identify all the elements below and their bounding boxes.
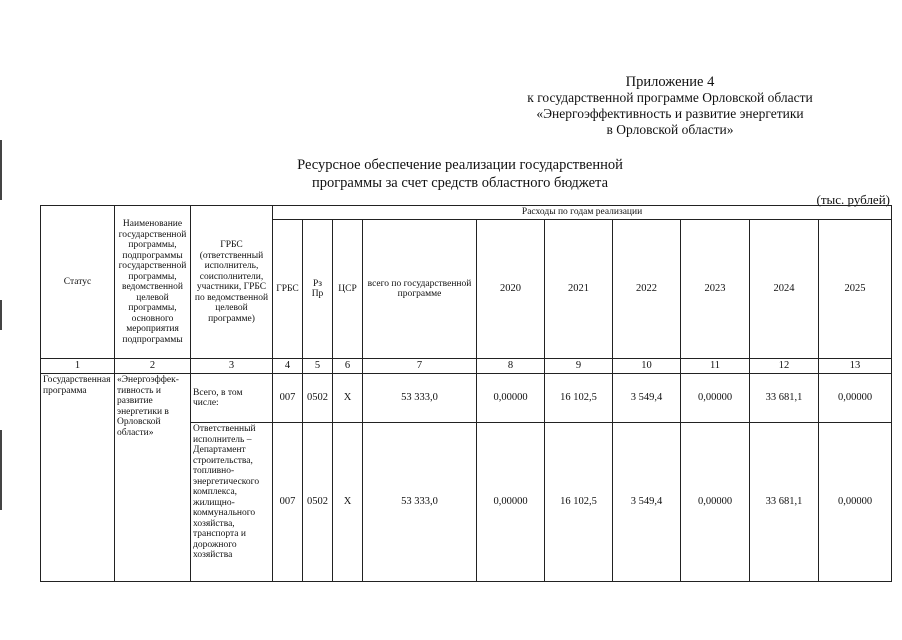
total-cell: 53 333,0 bbox=[363, 374, 477, 423]
value-2024-cell: 33 681,1 bbox=[750, 423, 819, 582]
appendix-header bbox=[500, 74, 840, 138]
value-2022-cell: 3 549,4 bbox=[613, 423, 681, 582]
col-number: 5 bbox=[303, 359, 333, 374]
value-2020-cell: 0,00000 bbox=[477, 374, 545, 423]
appendix-line-4: в Орловской области» bbox=[606, 122, 734, 137]
grbs-code-cell: 007 bbox=[273, 374, 303, 423]
col-number: 6 bbox=[333, 359, 363, 374]
col-number: 3 bbox=[191, 359, 273, 374]
header-rzpr bbox=[303, 220, 333, 359]
table-row bbox=[41, 374, 892, 423]
col-number: 10 bbox=[613, 359, 681, 374]
header-total: всего по государственной программе bbox=[363, 220, 477, 359]
col-number: 11 bbox=[681, 359, 750, 374]
status-cell: Государственная программа bbox=[41, 374, 115, 582]
value-2023-cell: 0,00000 bbox=[681, 423, 750, 582]
value-2025-cell: 0,00000 bbox=[819, 374, 892, 423]
col-number: 13 bbox=[819, 359, 892, 374]
header-pr: Пр bbox=[311, 289, 324, 299]
value-2022-cell: 3 549,4 bbox=[613, 374, 681, 423]
header-status: Статус bbox=[41, 206, 115, 359]
value-2023-cell: 0,00000 bbox=[681, 374, 750, 423]
header-grbs-code: ГРБС bbox=[273, 220, 303, 359]
total-cell: 53 333,0 bbox=[363, 423, 477, 582]
header-expenses: Расходы по годам реализации bbox=[273, 206, 892, 220]
scan-edge-marks bbox=[0, 0, 5, 640]
col-number: 7 bbox=[363, 359, 477, 374]
rzpr-cell: 0502 bbox=[303, 423, 333, 582]
header-2023: 2023 bbox=[681, 220, 750, 359]
header-2021: 2021 bbox=[545, 220, 613, 359]
value-2021-cell: 16 102,5 bbox=[545, 423, 613, 582]
header-name: Наименование государственной программы, подпрограммы государственной программы, ведомственной целевой программы, основного мероприятия подпрограммы bbox=[115, 206, 191, 359]
header-2025: 2025 bbox=[819, 220, 892, 359]
header-grbs: ГРБС (ответственный исполнитель, соисполнители, участники, ГРБС по ведомственной целевой программе) bbox=[191, 206, 273, 359]
program-name-cell: «Энергоэффек-тивность и развитие энергетики в Орловской области» bbox=[115, 374, 191, 582]
csr-cell: Х bbox=[333, 423, 363, 582]
col-number: 4 bbox=[273, 359, 303, 374]
appendix-number: Приложение 4 bbox=[625, 74, 715, 90]
col-number: 9 bbox=[545, 359, 613, 374]
value-2025-cell: 0,00000 bbox=[819, 423, 892, 582]
header-rz: Рз bbox=[312, 278, 323, 289]
value-2024-cell: 33 681,1 bbox=[750, 374, 819, 423]
grbs-cell: Ответственный исполнитель – Департамент строительства, топливно-энергетического комплекса, жилищно-коммунального хозяйства, транспорта и дорожного хозяйства bbox=[191, 423, 273, 582]
header-csr: ЦСР bbox=[333, 220, 363, 359]
resource-table bbox=[40, 205, 892, 582]
csr-cell: Х bbox=[333, 374, 363, 423]
col-number: 12 bbox=[750, 359, 819, 374]
title-line-1: Ресурсное обеспечение реализации государственной bbox=[297, 157, 623, 173]
appendix-line-2: к государственной программе Орловской области bbox=[527, 90, 813, 105]
document-title bbox=[240, 156, 680, 192]
appendix-line-3: «Энергоэффективность и развитие энергетики bbox=[536, 106, 804, 121]
col-number: 1 bbox=[41, 359, 115, 374]
grbs-cell: Всего, в том числе: bbox=[191, 374, 273, 423]
col-number: 8 bbox=[477, 359, 545, 374]
value-2020-cell: 0,00000 bbox=[477, 423, 545, 582]
title-line-2: программы за счет средств областного бюджета bbox=[311, 175, 609, 191]
header-2024: 2024 bbox=[750, 220, 819, 359]
units-label: (тыс. рублей) bbox=[816, 192, 890, 207]
grbs-code-cell: 007 bbox=[273, 423, 303, 582]
header-2022: 2022 bbox=[613, 220, 681, 359]
col-number: 2 bbox=[115, 359, 191, 374]
header-2020: 2020 bbox=[477, 220, 545, 359]
rzpr-cell: 0502 bbox=[303, 374, 333, 423]
column-number-row bbox=[41, 359, 892, 374]
value-2021-cell: 16 102,5 bbox=[545, 374, 613, 423]
